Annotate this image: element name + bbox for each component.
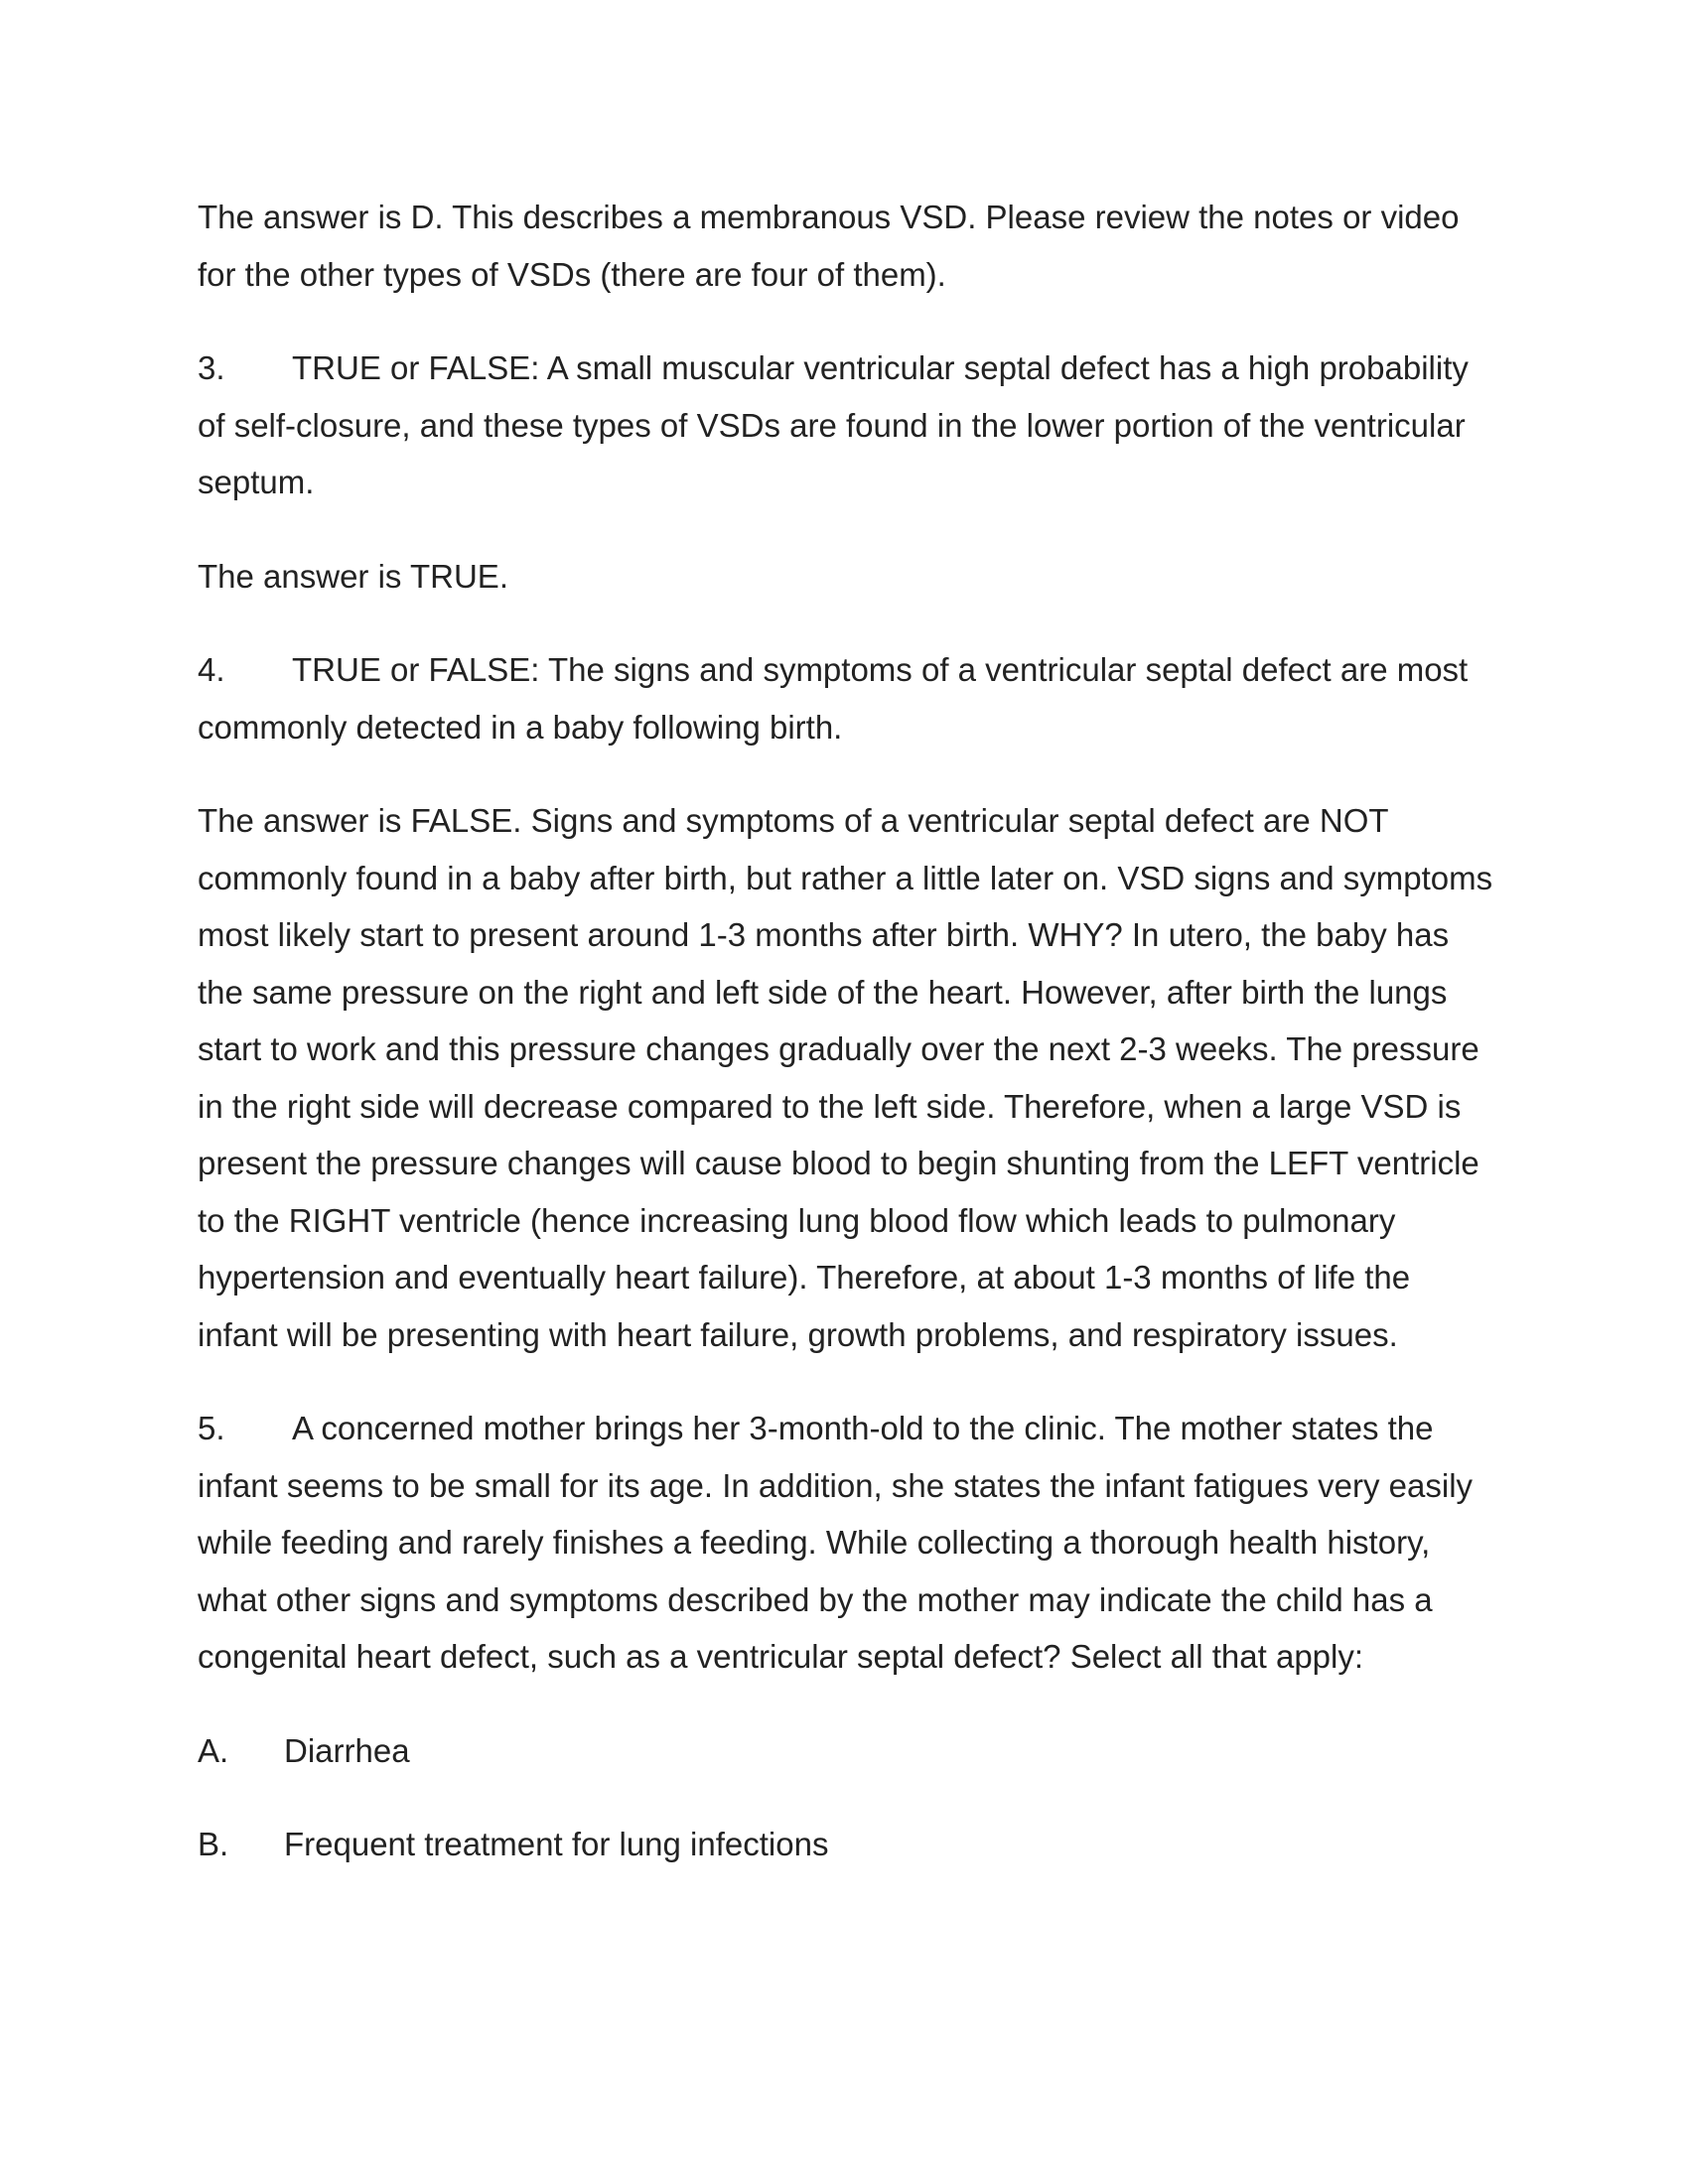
answer-3-paragraph: The answer is TRUE. bbox=[198, 557, 508, 595]
option-b bbox=[198, 1816, 1498, 1873]
question-4-number: 4. bbox=[198, 651, 225, 688]
option-a-letter: A. bbox=[198, 1731, 229, 1769]
answer-2-paragraph: The answer is D. This describes a membranous VSD. Please review the notes or video for the other types of VSDs (there are four of them). bbox=[198, 199, 1460, 293]
question-4 bbox=[198, 641, 1498, 755]
option-b-letter: B. bbox=[198, 1826, 229, 1862]
question-3-text: TRUE or FALSE: A small muscular ventricular septal defect has a high probability of self-closure, and these types of VSDs are found in the lower portion of the ventricular septum. bbox=[198, 349, 1469, 500]
question-5-number: 5. bbox=[198, 1410, 225, 1446]
option-b-text: Frequent treatment for lung infections bbox=[284, 1826, 829, 1862]
question-3 bbox=[198, 340, 1498, 511]
option-a bbox=[198, 1722, 1498, 1780]
question-3-number: 3. bbox=[198, 349, 225, 386]
question-4-text: TRUE or FALSE: The signs and symptoms of a ventricular septal defect are most commonly detected in a baby following birth. bbox=[198, 651, 1469, 746]
answer-4-paragraph: The answer is FALSE. Signs and symptoms of a ventricular septal defect are NOT commonly found in a baby after birth, but rather a little later on. VSD signs and symptoms most likely start to present around 1-3 months after birth. WHY? In utero, the baby has the same pressure on the right and left side of the heart. However, after birth the lungs start to work and this pressure changes gradually over the next 2-3 weeks. The pressure in the right side will decrease compared to the left side. Therefore, when a large VSD is present the pressure changes will cause blood to begin shunting from the LEFT ventricle to the RIGHT ventricle (hence increasing lung blood flow which leads to pulmonary hypertension and eventually heart failure). Therefore, at about 1-3 months of life the infant will be presenting with heart failure, growth problems, and respiratory issues. bbox=[198, 802, 1493, 1353]
question-5-text: A concerned mother brings her 3-month-old to the clinic. The mother states the infant seems to be small for its age. In addition, she states the infant fatigues very easily while feeding and rarely finishes a feeding. While collecting a thorough health history, what other signs and symptoms described by the mother may indicate the child has a congenital heart defect, such as a ventricular septal defect? Select all that apply: bbox=[198, 1410, 1474, 1675]
question-5 bbox=[198, 1400, 1498, 1686]
document-body bbox=[198, 189, 1498, 1910]
option-a-text: Diarrhea bbox=[284, 1731, 410, 1769]
